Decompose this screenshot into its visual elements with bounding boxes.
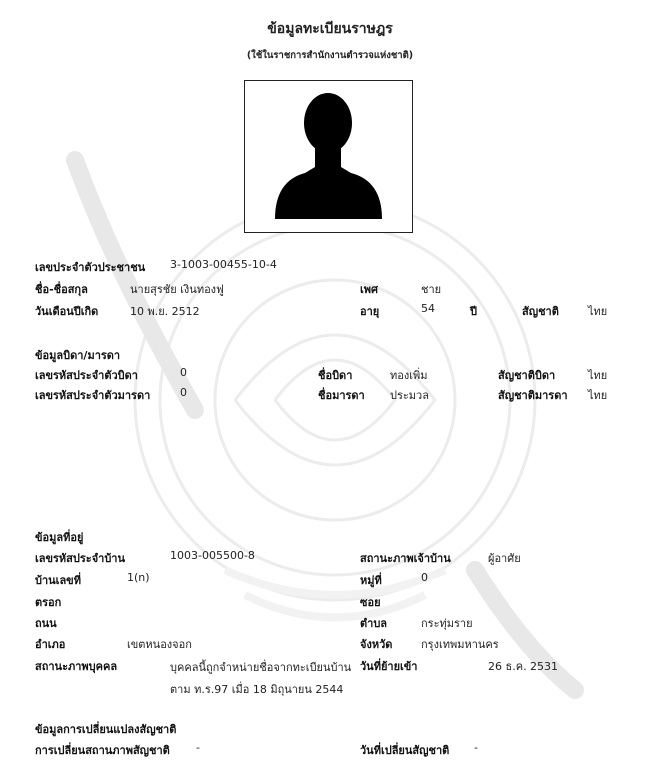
- amphoe-value: เขตหนองจอก: [127, 638, 192, 651]
- house-id-label: เลขรหัสประจำบ้าน: [35, 552, 125, 565]
- tambon-value: กระทุ่มราย: [421, 617, 473, 630]
- sex-label: เพศ: [360, 283, 378, 296]
- father-nat-value: ไทย: [588, 369, 608, 382]
- father-id-value: 0: [180, 366, 187, 379]
- owner-status-label: สถานะภาพเจ้าบ้าน: [360, 552, 451, 565]
- person-status-value: บุคคลนี้ถูกจำหน่ายชื่อจากทะเบียนบ้านตาม ท.ร.97 เมื่อ 18 มิถุนายน 2544: [170, 661, 352, 696]
- province-value: กรุงเทพมหานคร: [421, 638, 499, 651]
- mother-name-value: ประมวล: [390, 389, 429, 402]
- parents-section-title: ข้อมูลบิดา/มารดา: [35, 349, 121, 362]
- mother-nat-label: สัญชาติมารดา: [498, 389, 568, 402]
- address-section-title: ข้อมูลที่อยู่: [35, 531, 84, 544]
- page-title: ข้อมูลทะเบียนราษฎร: [267, 21, 393, 37]
- dob-label: วันเดือนปีเกิด: [35, 305, 99, 318]
- person-status-label: สถานะภาพบุคคล: [35, 660, 118, 673]
- province-label: จังหวัด: [360, 638, 393, 651]
- nationality-change-section-title: ข้อมูลการเปลี่ยนแปลงสัญชาติ: [35, 723, 177, 736]
- age-unit: ปี: [470, 305, 477, 318]
- id-value: 3-1003-00455-10-4: [170, 258, 277, 271]
- name-label: ชื่อ-ชื่อสกุล: [35, 283, 88, 296]
- moo-label: หมู่ที่: [360, 574, 382, 587]
- photo-frame: [244, 80, 413, 233]
- father-name-label: ชื่อบิดา: [318, 369, 353, 382]
- age-label: อายุ: [360, 305, 380, 318]
- change-date-value: -: [474, 741, 478, 754]
- name-value: นายสุรชัย เงินทองฟู: [130, 283, 224, 296]
- mother-id-label: เลขรหัสประจำตัวมารดา: [35, 389, 151, 402]
- house-no-label: บ้านเลขที่: [35, 574, 81, 587]
- trok-label: ตรอก: [35, 596, 62, 609]
- mother-id-value: 0: [180, 386, 187, 399]
- soi-label: ซอย: [360, 596, 381, 609]
- father-name-value: ทองเพิ่ม: [390, 369, 428, 382]
- sex-value: ชาย: [421, 283, 442, 296]
- mother-nat-value: ไทย: [588, 389, 608, 402]
- person-silhouette-icon: [245, 81, 412, 232]
- nationality-value: ไทย: [588, 305, 608, 318]
- amphoe-label: อำเภอ: [35, 638, 66, 651]
- father-id-label: เลขรหัสประจำตัวบิดา: [35, 369, 138, 382]
- house-id-value: 1003-005500-8: [170, 549, 255, 562]
- status-change-label: การเปลี่ยนสถานภาพสัญชาติ: [35, 744, 170, 757]
- owner-status-value: ผู้อาศัย: [488, 552, 521, 565]
- nationality-label: สัญชาติ: [522, 305, 559, 318]
- change-date-label: วันที่เปลี่ยนสัญชาติ: [360, 744, 450, 757]
- move-in-label: วันที่ย้ายเข้า: [360, 660, 418, 673]
- dob-value: 10 พ.ย. 2512: [130, 305, 200, 318]
- move-in-value: 26 ธ.ค. 2531: [488, 660, 559, 673]
- page-subtitle: (ใช้ในราชการสำนักงานตำรวจแห่งชาติ): [246, 50, 414, 61]
- mother-name-label: ชื่อมารดา: [318, 389, 365, 402]
- road-label: ถนน: [35, 617, 57, 630]
- status-change-value: -: [196, 741, 200, 754]
- tambon-label: ตำบล: [360, 617, 388, 630]
- house-no-value: 1(n): [127, 571, 150, 584]
- father-nat-label: สัญชาติบิดา: [498, 369, 556, 382]
- age-value: 54: [421, 302, 435, 315]
- id-label: เลขประจำตัวประชาชน: [35, 261, 146, 274]
- moo-value: 0: [421, 571, 428, 584]
